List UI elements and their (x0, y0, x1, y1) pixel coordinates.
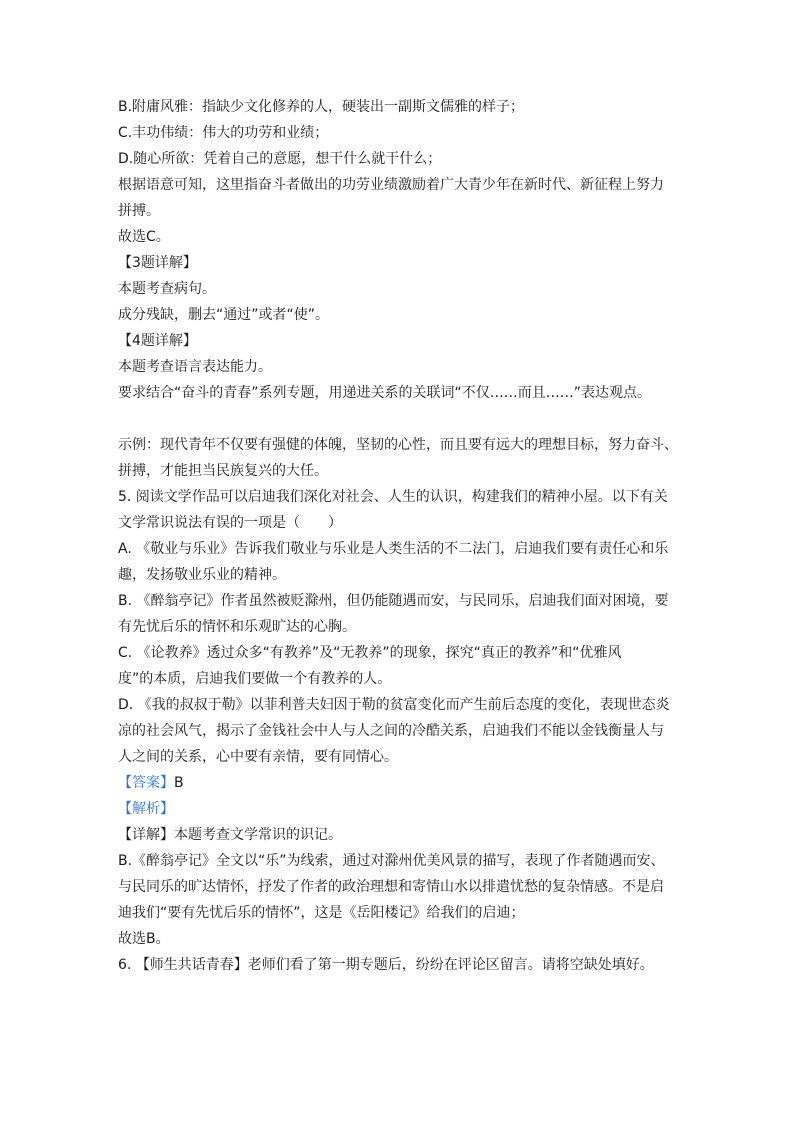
text-line: 本题考查病句。 (118, 281, 216, 297)
option-c: C. 《论教养》透过众多“有教养”及“无教养”的现象，探究“真正的教养”和“优雅风 (118, 645, 622, 661)
text-line: 要求结合“奋斗的青春”系列专题，用递进关系的关联词“不仅……而且……”表达观点。 (118, 385, 652, 401)
text-line: B.附庸风雅：指缺少文化修养的人，硬装出一副斯文儒雅的样子； (118, 99, 525, 115)
question-text: 文学常识说法有误的一项是（ ） (118, 515, 342, 531)
text-line: D.随心所欲：凭着自己的意愿，想干什么就干什么； (118, 151, 442, 167)
text-line: 拼搏。 (118, 203, 160, 219)
text-line: 本题考查语言表达能力。 (118, 359, 272, 375)
text-line: 根据语意可知，这里指奋斗者做出的功劳业绩激励着广大青少年在新时代、新征程上努力 (118, 177, 664, 193)
question-text: 6. 【师生共话青春】老师们看了第一期专题后，纷纷在评论区留言。请将空缺处填好。 (118, 957, 654, 973)
blank-line (118, 406, 688, 432)
document-page (118, 94, 688, 978)
text-line: 示例：现代青年不仅要有强健的体魄，坚韧的心性，而且要有远大的理想目标，努力奋斗、 (118, 437, 678, 453)
section-heading: 【3题详解】 (118, 255, 197, 271)
text-line: B.《醉翁亭记》全文以“乐”为线索，通过对滁州优美风景的描写，表现了作者随遇而安、 (118, 853, 665, 869)
text-line: 迪我们“要有先忧后乐的情怀”，这是《岳阳楼记》给我们的启迪； (118, 905, 525, 921)
text-line: 成分残缺，删去“通过”或者“使”。 (118, 307, 330, 323)
option-a: 趣，发扬敬业乐业的精神。 (118, 567, 286, 583)
option-d: 凉的社会风气，揭示了金钱社会中人与人之间的冷酷关系，启迪我们不能以金钱衡量人与 (118, 723, 664, 739)
text-line: 与民同乐的旷达情怀，抒发了作者的政治理想和寄情山水以排遣忧愁的复杂情感。不是启 (118, 879, 664, 895)
question-text: 5. 阅读文学作品可以启迪我们深化对社会、人生的认识，构建我们的精神小屋。以下有关 (118, 489, 668, 505)
option-b: 有先忧后乐的情怀和乐观旷达的心胸。 (118, 619, 356, 635)
section-heading: 【4题详解】 (118, 333, 197, 349)
answer-value: B (174, 775, 184, 791)
text-line: 【详解】本题考查文学常识的识记。 (118, 827, 342, 843)
option-d: D. 《我的叔叔于勒》以菲利普夫妇因于勒的贫富变化而产生前后态度的变化，表现世态炎 (118, 697, 670, 713)
text-line: C.丰功伟绩：伟大的功劳和业绩； (118, 125, 329, 141)
answer-line (118, 770, 688, 796)
option-a: A. 《敬业与乐业》告诉我们敬业与乐业是人类生活的不二法门，启迪我们要有责任心和乐 (118, 541, 669, 557)
option-b: B. 《醉翁亭记》作者虽然被贬滁州，但仍能随遇而安，与民同乐，启迪我们面对困境，要 (118, 593, 669, 609)
text-line: 故选B。 (118, 931, 170, 947)
text-line: 拼搏，才能担当民族复兴的大任。 (118, 463, 328, 479)
answer-label: 【答案】 (118, 775, 174, 791)
analysis-label: 【解析】 (118, 801, 174, 817)
option-c: 度”的本质，启迪我们要做一个有教养的人。 (118, 671, 392, 687)
option-d: 人之间的关系，心中要有亲情，要有同情心。 (118, 749, 398, 765)
text-line: 故选C。 (118, 229, 170, 245)
